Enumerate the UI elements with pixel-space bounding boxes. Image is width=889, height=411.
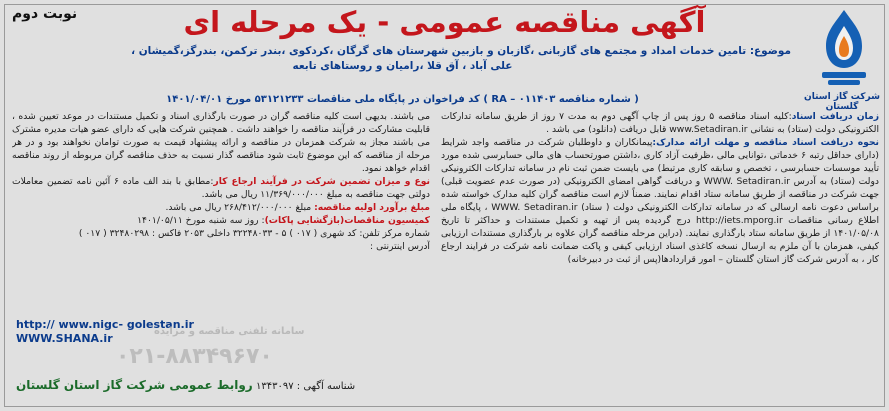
tender-reference: ( شماره مناقصه RA – ۰۱۱۴۰۳ ) کد فراخوان در پایگاه ملی مناقصات ۵۳۱۲۱۲۳۳ مورخ ۱۴۰۱/۰۴/۰۱: [166, 94, 639, 105]
watermark-label: سامانه تلفنی مناقصه و مزایده: [154, 326, 305, 337]
company-logo: [813, 8, 875, 100]
nigc-link[interactable]: http:// www.nigc- golestan.ir: [16, 318, 194, 331]
documents-time-body: :کلیه اسناد مناقصه ۵ روز پس از چاپ آگهی دوم به مدت ۷ روز از طریق سامانه تدارکات الکترونیکی دولت (ستاد) به نشانی www.Setadiran.ir قابل دریافت (دانلود) می باشد .: [441, 111, 879, 135]
ad-identifier: شناسه آگهی : ۱۳۴۳۰۹۷: [256, 381, 356, 392]
guarantee-body: :مطابق با بند الف ماده ۶ آئین نامه تضمین معاملات دولتی جهت مناقصه به مبلغ ۱۱/۳۶۹/۰۰۰/۰۰۰ ریال می باشد.: [12, 176, 430, 200]
subject-line-2: علی آباد ، آق قلا ،رامیان و روستاهای تابعه: [292, 60, 513, 72]
address-label: آدرس اینترنتی :: [370, 241, 430, 252]
publication-turn: نوبت دوم: [12, 6, 78, 22]
submission-heading: نحوه دریافت اسناد مناقصه و مهلت ارائه مدارک:: [652, 137, 879, 148]
watermark-phone: ۰۲۱-۸۸۳۴۹۶۷۰: [116, 344, 273, 369]
right-column: [441, 110, 879, 408]
submission-body: پیمانکاران و داوطلبان شرکت در مناقصه واجد شرایط (دارای حداقل رتبه ۶ خدماتی ،توانایی مالی ،ظرفیت آزاد کاری ،داشتن صورتحساب های مالی حسابرسی شده مورد تأیید موسسات حسابرسی ، تخصص و سابقه کاری مرتبط) می بایست ضمن ثبت نام در سامانه تدارکات الکترونیکی دولت (ستاد) به آدرس WWW. Setadiran.ir و دریافت گواهی امضای الکترونیکی (در صورت عدم عضویت قبلی) جهت شرکت در مناقصه از طریق سامانه ستاد اقدام نمایند. ضمناً لازم است مناقصه گران کلیه مدارک خواسته شده براساس دعوت نامه ارسالی که در سامانه تدارکات الکترونیکی دولت ( ستاد) WWW. Setadiran.ir ، پایگاه ملی اطلاع رسانی مناقصات http://iets.mporg.ir درج گردیده پس از تهیه و تکمیل مستندات و حداکثر تا تاریخ ۱۴۰۱/۰۵/۰۸ از طریق سامانه ستاد بارگذاری نمایند. (دراین مرحله مناقصه گران علاوه بر بارگذاری مستندات ارزیابی کیفی، همزمان با آن ملزم به ارسال نسخه کاغذی اسناد ارزیابی کیفی و پاکت ضمانت نامه شرکت در فرایند ارجاع کار ، به آدرس شرکت گاز استان گلستان – امور قراردادها(پس از ثبت در دبیرخانه): [441, 137, 879, 265]
public-relations-signature: روابط عمومی شرکت گاز استان گلستان: [16, 378, 253, 392]
documents-time-heading: زمان دریافت اسناد: [791, 111, 879, 122]
ad-title: آگهی مناقصه عمومی - یک مرحله ای: [183, 5, 706, 39]
commission-heading: کمیسیون مناقصات(بازگشایی پاکات): [264, 215, 430, 226]
company-name: شرکت گاز استان گلستان: [804, 92, 880, 112]
gas-flame-icon: [816, 8, 872, 88]
tender-subject: [14, 44, 791, 74]
contact-phones: شماره مرکز تلفن: کد شهری ( ۰۱۷ ) ۵ - ۳۲۲۴۸۰۳۳ داخلی ۲۰۵۳ فاکس : ۳۲۴۸۰۲۹۸ ( ۰۱۷ ): [78, 228, 430, 239]
guarantee-heading: نوع و میزان تضمین شرکت در فرآیند ارجاع کار: [213, 176, 430, 187]
estimate-body: مبلغ ۲۶۸/۴۱۲/۰۰۰/۰۰۰ ریال می باشد.: [165, 202, 312, 213]
subject-line-1: موضوع: تامین خدمات امداد و مجتمع های گازبانی ،گازبان و بازبین شهرستان های گرگان ،کردکوی ،بندر ترکمن، بندرگز،گمیشان ،: [131, 45, 791, 57]
commission-body: : روز سه شنبه مورخ ۱۴۰۱/۰۵/۱۱: [137, 215, 265, 226]
estimate-heading: مبلغ برآورد اولیه مناقصه:: [314, 202, 430, 213]
eligibility-paragraph: می باشند. بدیهی است کلیه مناقصه گران در صورت بارگذاری اسناد و تکمیل مستندات در موعد تعیین شده ، قابلیت مشارکت در فرآیند مناقصه را خواهند داشت . همچنین شرکت هایی که دارای عضو هیات مدیره مشترک می باشند مجاز به شرکت همزمان در مناقصه و ارائه پیشنهاد قیمت به صورت توامان نخواهند بود و در هر مرحله از مناقصه که این موضوع ثابت شود مناقصه گذار نسبت به حذف مناقصه گران مربوطه از روند مناقصه اقدام خواهد نمود.: [12, 111, 430, 174]
shana-link[interactable]: WWW.SHANA.ir: [16, 332, 113, 345]
